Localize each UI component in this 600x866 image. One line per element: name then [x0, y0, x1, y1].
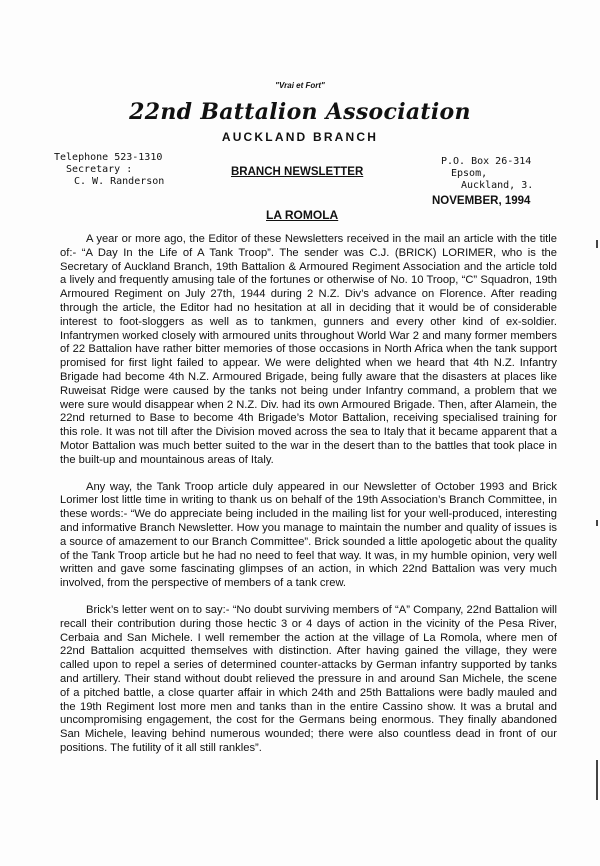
scan-edge-mark: [596, 520, 598, 526]
scan-edge-mark: [596, 240, 598, 248]
article-paragraph: A year or more ago, the Editor of these Newsletters received in the mail an article with the title of:- “A Day In the Life of A Tank Troop”. The sender was C.J. (BRICK) LORIMER, who is the Secretary of Auckland Branch, 19th Battalion & Armoured Regiment Association and the article told a lively and frequently amusing tale of the fortunes or otherwise of No. 10 Troop, “C” Squadron, 19th Armoured Regiment on July 27th, 1944 during 2 N.Z. Div’s advance on Florence. After reading through the article, the Editor had no hesitation at all in deciding that it would be of considerable interest to foot-sloggers as well as to tankmen, gunners and every other kind of ex-soldier. Infantrymen worked closely with armoured units throughout World War 2 and many former members of 22 Battalion have rather bitter memories of those occasions in North Africa when the tank support promised for first light failed to appear. We were delighted when we heard that 4th N.Z. Infantry Brigade had become 4th N.Z. Armoured Brigade, being fully aware that the disasters at places like Ruweisat Ridge were caused by the tanks not being under Infantry command, a problem that we were sure would disappear when 2 N.Z. Div. had its own Armoured Brigade. Then, after Alamein, the 22nd returned to Base to become 4th Brigade’s Motor Battalion, receiving specialised training for this role. It was not till after the Division moved across the sea to Italy that it became apparent that a Motor Battalion was much better suited to the war in the desert than to the battles that took place in the built-up and mountainous areas of Italy.: [60, 233, 557, 466]
newsletter-label: BRANCH NEWSLETTER: [231, 166, 364, 178]
secretary-name: C. W. Randerson: [74, 176, 165, 187]
contact-block-left: [54, 152, 164, 188]
contact-block-right: [441, 156, 533, 192]
association-title: 22nd Battalion Association: [129, 99, 471, 125]
po-box: P.O. Box 26-314: [441, 156, 532, 167]
address-city: Epsom,: [451, 168, 488, 179]
branch-subtitle: AUCKLAND BRANCH: [221, 130, 379, 144]
article-heading: LA ROMOLA: [266, 208, 339, 222]
scan-edge-mark: [596, 760, 598, 800]
telephone: Telephone 523-1310: [54, 152, 163, 163]
article-body: [60, 233, 557, 769]
address-region: Auckland, 3.: [461, 180, 534, 191]
secretary-label: Secretary :: [66, 164, 133, 175]
article-paragraph: Any way, the Tank Troop article duly appeared in our Newsletter of October 1993 and Brick Lorimer lost little time in writing to thank us on behalf of the 19th Association’s Branch Committee, in these words:- “We do appreciate being included in the mailing list for your well-produced, interesting and informative Branch Newsletter. How you manage to maintain the number and quality of issues is a source of amazement to our Branch Committee”. Brick sounded a little apologetic about the quality of the Tank Troop article but he had no need to feel that way. It was, in my humble opinion, very well written and gave some fascinating glimpses of an action, in which 22nd Battalion was very much involved, from the perspective of members of a tank crew.: [60, 480, 557, 590]
article-paragraph: Brick’s letter went on to say:- “No doubt surviving members of “A” Company, 22nd Battalion will recall their contribution during those hectic 3 or 4 days of action in the vicinity of the Pesa River, Cerbaia and San Michele. I well remember the action at the village of La Romola, where men of 22nd Battalion acquitted themselves with distinction. After having gained the village, they were called upon to repel a series of determined counter-attacks by German infantry supported by tanks and artillery. Their stand without doubt relieved the pressure in and around San Michele, the scene of a pitched battle, a close quarter affair in which 24th and 25th Battalions were badly mauled and the 19th Regiment lost more men and tanks than in the entire Cassino show. It was a brutal and uncompromising engagement, the cost for the Germans being enormous. They finally abandoned San Michele, leaving behind numerous wounded; there were also countless dead in front of our positions. The futility of it all still rankles”.: [60, 603, 557, 754]
motto: "Vrai et Fort": [275, 81, 325, 90]
issue-date: NOVEMBER, 1994: [432, 195, 531, 207]
